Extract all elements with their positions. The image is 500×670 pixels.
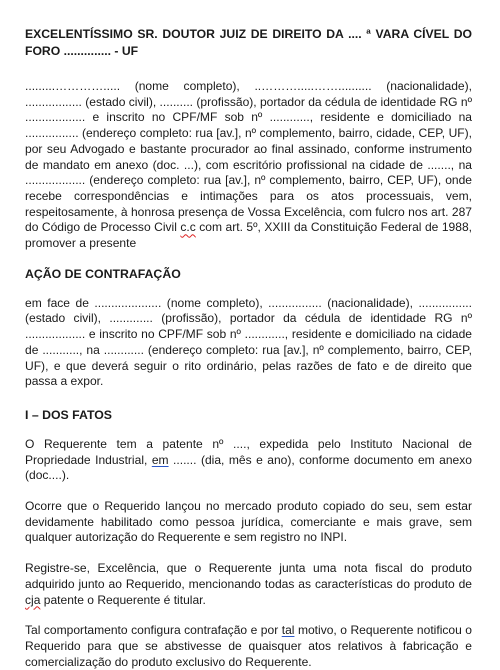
facts-p3-text-a: Registre-se, Excelência, que o Requerente junta uma nota fiscal do produto adquirido junto ao Requerido, mencionando todas as características do produto de: [25, 561, 472, 591]
court-heading: EXCELENTÍSSIMO SR. DOUTOR JUIZ DE DIREITO DA .... ª VARA CÍVEL DO FORO .............. - UF: [25, 27, 472, 58]
facts-p1-text-a: O Requerente tem a patente nº ...., expedida pelo Instituto Nacional de Propriedade Industrial,: [25, 436, 472, 467]
respondent-qualification: em face de .................... (nome completo), ................ (nacionalidade), ................ (estado civil), ............. (profissão), portador da cédula de identidade RG nº .................. e inscrito no CPF/MF sob nº ............, residente e domiciliado na cidade de ..........., na ............ (endereço completo: rua [av.], nº complemento, bairro, CEP, UF), e que deverá seguir o rito ordinário, pelas razões de fato e de direito que passa a expor.: [25, 295, 472, 389]
spell-flag-cc[interactable]: c.c: [180, 220, 196, 235]
facts-paragraph-4: [25, 623, 472, 670]
grammar-flag-em[interactable]: em: [151, 452, 169, 467]
facts-p3-text-b: patente o Requerente é titular.: [40, 592, 206, 607]
facts-paragraph-3: [25, 561, 472, 608]
spell-flag-cja[interactable]: cja: [25, 592, 41, 607]
plaintiff-text-1: .........…………..... (nome completo), ..……….....…….......... (nacionalidade), ................. (estado civil), .......... (profissão), portador da cédula de identidade RG nº .................. e inscrito no CPF/MF sob nº ............, residente e domiciliado na ................ (endereço completo: rua [av.], nº complemento, bairro, cidade, CEP, UF), por seu Advogado e bastante procurador ao final assinado, conforme instrumento de mandato em anexo (doc. ...), com escritório profissional na cidade de ......., na .................. (endereço completo: rua [av.], nº complemento, bairro, CEP, UF), onde recebe correspondências e intimações para os atos processuais, vem, respeitosamente, à honrosa presença de Vossa Excelência, com fulcro nos art. 287 do Código de Processo Civil: [25, 79, 472, 235]
action-title: AÇÃO DE CONTRAFAÇÃO: [25, 266, 181, 281]
plaintiff-qualification: [25, 79, 472, 252]
facts-title: I – DOS FATOS: [25, 407, 113, 422]
facts-p1-text-b: ....... (dia, mês e ano), conforme documento em anexo (doc....).: [25, 452, 472, 483]
facts-paragraph-1: [25, 437, 472, 484]
facts-p4-text-a: Tal comportamento configura contrafação e por: [25, 623, 282, 638]
facts-paragraph-2: Ocorre que o Requerido lançou no mercado produto copiado do seu, sem estar devidamente habilitado como pessoa jurídica, comerciante e mais grave, sem qualquer autorização do Requerente e sem registro no INPI.: [25, 499, 472, 545]
plaintiff-text-2: com art. 5º, XXIII da Constituição Federal de 1988, promover a presente: [25, 220, 472, 251]
grammar-flag-tal[interactable]: tal: [281, 623, 295, 638]
facts-p4-text-b: motivo, o Requerente notificou o Requerido para que se abstivesse de quaisquer atos relativos à fabricação e comercialização do produto exclusivo do Requerente.: [25, 623, 472, 669]
